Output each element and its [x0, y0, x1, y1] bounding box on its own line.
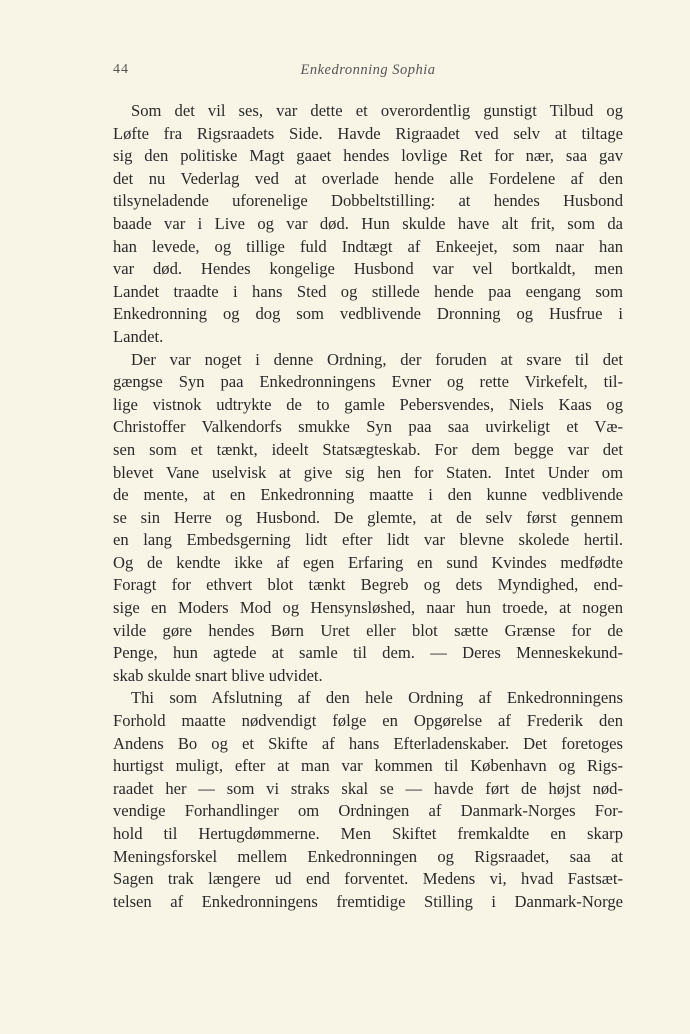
page-header	[113, 62, 623, 82]
text-line: blevet Vane uselvisk at give sig hen for Staten. Intet Under om	[113, 462, 623, 482]
text-line: Og de kendte ikke af egen Erfaring en sund Kvindes medfødte	[113, 552, 623, 572]
text-line: Landet traadte i hans Sted og stillede hende paa eengang som	[113, 281, 623, 301]
text-line: hold til Hertugdømmerne. Men Skiftet fremkaldte en skarp	[113, 824, 623, 843]
running-title: Enkedronning Sophia	[300, 62, 436, 78]
text-line: de mente, at en Enkedronning maatte i den kunne vedblivende	[113, 485, 623, 505]
text-line: se sin Herre og Husbond. De glemte, at de selv først gennem	[113, 507, 623, 527]
text-line: telsen af Enkedronningens fremtidige Stilling i Danmark-Norge	[113, 891, 623, 911]
text-line: sig den politiske Magt gaaet hendes lovlige Ret for nær, saa gav	[113, 146, 623, 166]
body-text	[113, 100, 623, 913]
text-line: Som det vil ses, var dette et overordentlig gunstigt Tilbud og	[131, 101, 623, 120]
text-line: Meningsforskel mellem Enkedronningen og Rigsraadet, saa at	[113, 846, 623, 866]
text-line: en lang Embedsgerning lidt efter lidt var blevne skolede hertil.	[113, 530, 623, 550]
text-line: var død. Hendes kongelige Husbond var vel bortkaldt, men	[113, 259, 623, 279]
text-line: tilsyneladende uforenelige Dobbeltstilling: at hendes Husbond	[113, 191, 623, 211]
text-line: vendige Forhandlinger om Ordningen af Danmark-Norges For-	[113, 801, 623, 821]
text-line: Enkedronning og dog som vedblivende Dronning og Husfrue i	[113, 304, 623, 324]
text-line: baade var i Live og var død. Hun skulde have alt frit, som da	[113, 213, 623, 233]
text-line: Landet.	[113, 326, 164, 346]
page-number: 44	[113, 62, 129, 77]
text-line: Thi som Afslutning af den hele Ordning af Enkedronningens	[131, 688, 623, 708]
text-line: sige en Moders Mod og Hensynsløshed, naar hun troede, at nogen	[113, 598, 623, 618]
text-line: vilde gøre hendes Børn Uret eller blot sætte Grænse for de	[113, 620, 623, 640]
text-line: lige vistnok udtrykte de to gamle Pebersvendes, Niels Kaas og	[113, 394, 623, 414]
text-line: sen som et tænkt, ideelt Statsægteskab. For dem begge var det	[113, 439, 623, 459]
text-line: Foragt for ethvert blot tænkt Begreb og dets Myndighed, end-	[113, 575, 623, 595]
text-line: Der var noget i denne Ordning, der foruden at svare til det	[131, 349, 623, 369]
text-line: gængse Syn paa Enkedronningens Evner og rette Virkefelt, til-	[113, 372, 623, 392]
text-line: raadet her — som vi straks skal se — havde ført de højst nød-	[113, 778, 623, 798]
text-line: skab skulde snart blive udvidet.	[113, 665, 323, 685]
text-line: det nu Vederlag ved at overlade hende alle Fordelene af den	[113, 168, 623, 188]
text-line: Løfte fra Rigsraadets Side. Havde Rigraadet ved selv at tiltage	[113, 123, 623, 143]
text-line: han levede, og tillige fuld Indtægt af Enkeejet, som naar han	[113, 236, 623, 256]
text-line: Andens Bo og et Skifte af hans Efterladenskaber. Det foretoges	[113, 733, 623, 753]
text-line: Christoffer Valkendorfs smukke Syn paa saa uvirkeligt et Væ-	[113, 417, 623, 437]
text-line: Penge, hun agtede at samle til dem. — Deres Menneskekund-	[113, 643, 623, 663]
text-line: Sagen trak længere ud end forventet. Medens vi, hvad Fastsæt-	[113, 869, 623, 889]
text-line: hurtigst muligt, efter at man var kommen til København og Rigs-	[113, 756, 623, 776]
text-line: Forhold maatte nødvendigt følge en Opgørelse af Frederik den	[113, 711, 623, 731]
